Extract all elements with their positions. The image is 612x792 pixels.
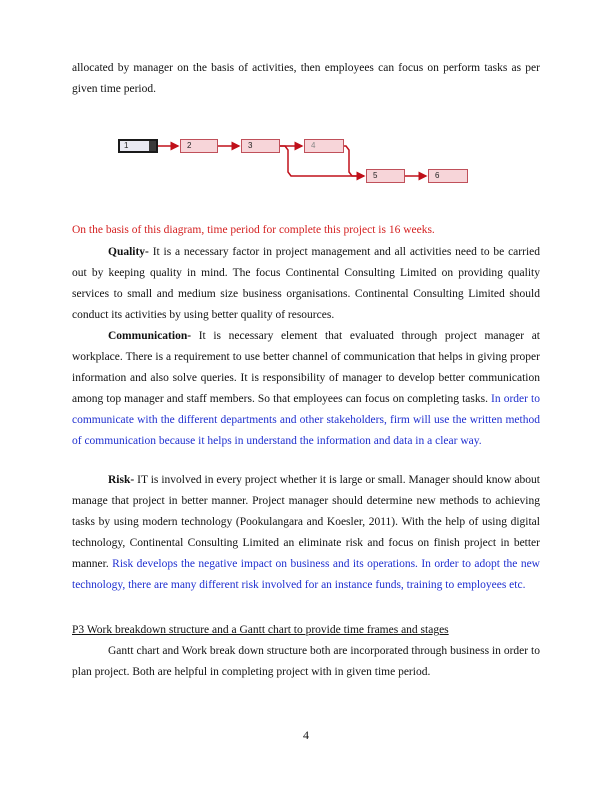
section-heading: P3 Work breakdown structure and a Gantt chart to provide time frames and stages	[72, 624, 449, 636]
activity-node-3: 3	[241, 139, 280, 153]
activity-node-4: 4	[304, 139, 344, 153]
diagram-conclusion: On the basis of this diagram, time period for complete this project is 16 weeks.	[72, 224, 435, 236]
intro-paragraph: allocated by manager on the basis of activities, then employees can focus on perform tasks as per given time period.	[72, 62, 540, 95]
communication-text: It is necessary element that evaluated through project manager at workplace. There is a requirement to use better channel of communication that helps in giving proper information and also solve queries. It is responsibility of manager to develop better communication among top manager and staff members. So that employees can focus on completing tasks.	[72, 330, 540, 405]
risk-highlight: Risk develops the negative impact on business and its operations. In order to adopt the new technology, there are many different risk involved for an instance funds, training to employees etc.	[72, 558, 540, 591]
quality-text: It is a necessary factor in project management and all activities need to be carried out by keeping quality in mind. The focus Continental Consulting Limited on providing quality services to small and medium size business organisations. Continental Consulting Limited should conduct its activities by using better quality of resources.	[72, 246, 540, 321]
risk-paragraph	[72, 470, 540, 596]
communication-label: Communication-	[108, 330, 192, 342]
activity-node-1: 1	[118, 139, 158, 153]
risk-text: IT is involved in every project whether it is large or small. Manager should know about manage that project in better manner. Project manager should determine new methods to achieving tasks by using modern technology (Pookulangara and Koesler, 2011). With the help of using digital technology, Continental Consulting Limited an eliminate risk and focus on finish project in better manner.	[72, 474, 540, 570]
arrow-4-5	[344, 146, 364, 176]
communication-highlight: In order to communicate with the different departments and other stakeholders, firm will use the written method of communication because it helps in understand the information and data in a clear way.	[72, 393, 540, 447]
quality-paragraph	[72, 242, 540, 326]
risk-label: Risk-	[108, 474, 135, 486]
activity-node-6: 6	[428, 169, 468, 183]
communication-paragraph	[72, 326, 540, 452]
gantt-paragraph: Gantt chart and Work break down structure both are incorporated through business in order to plan project. Both are helpful in completing project with in given time period.	[72, 645, 540, 678]
quality-label: Quality-	[108, 246, 149, 258]
activity-node-2: 2	[180, 139, 218, 153]
activity-node-5: 5	[366, 169, 405, 183]
diagram-connectors	[0, 0, 612, 200]
page-number: 4	[303, 728, 309, 742]
